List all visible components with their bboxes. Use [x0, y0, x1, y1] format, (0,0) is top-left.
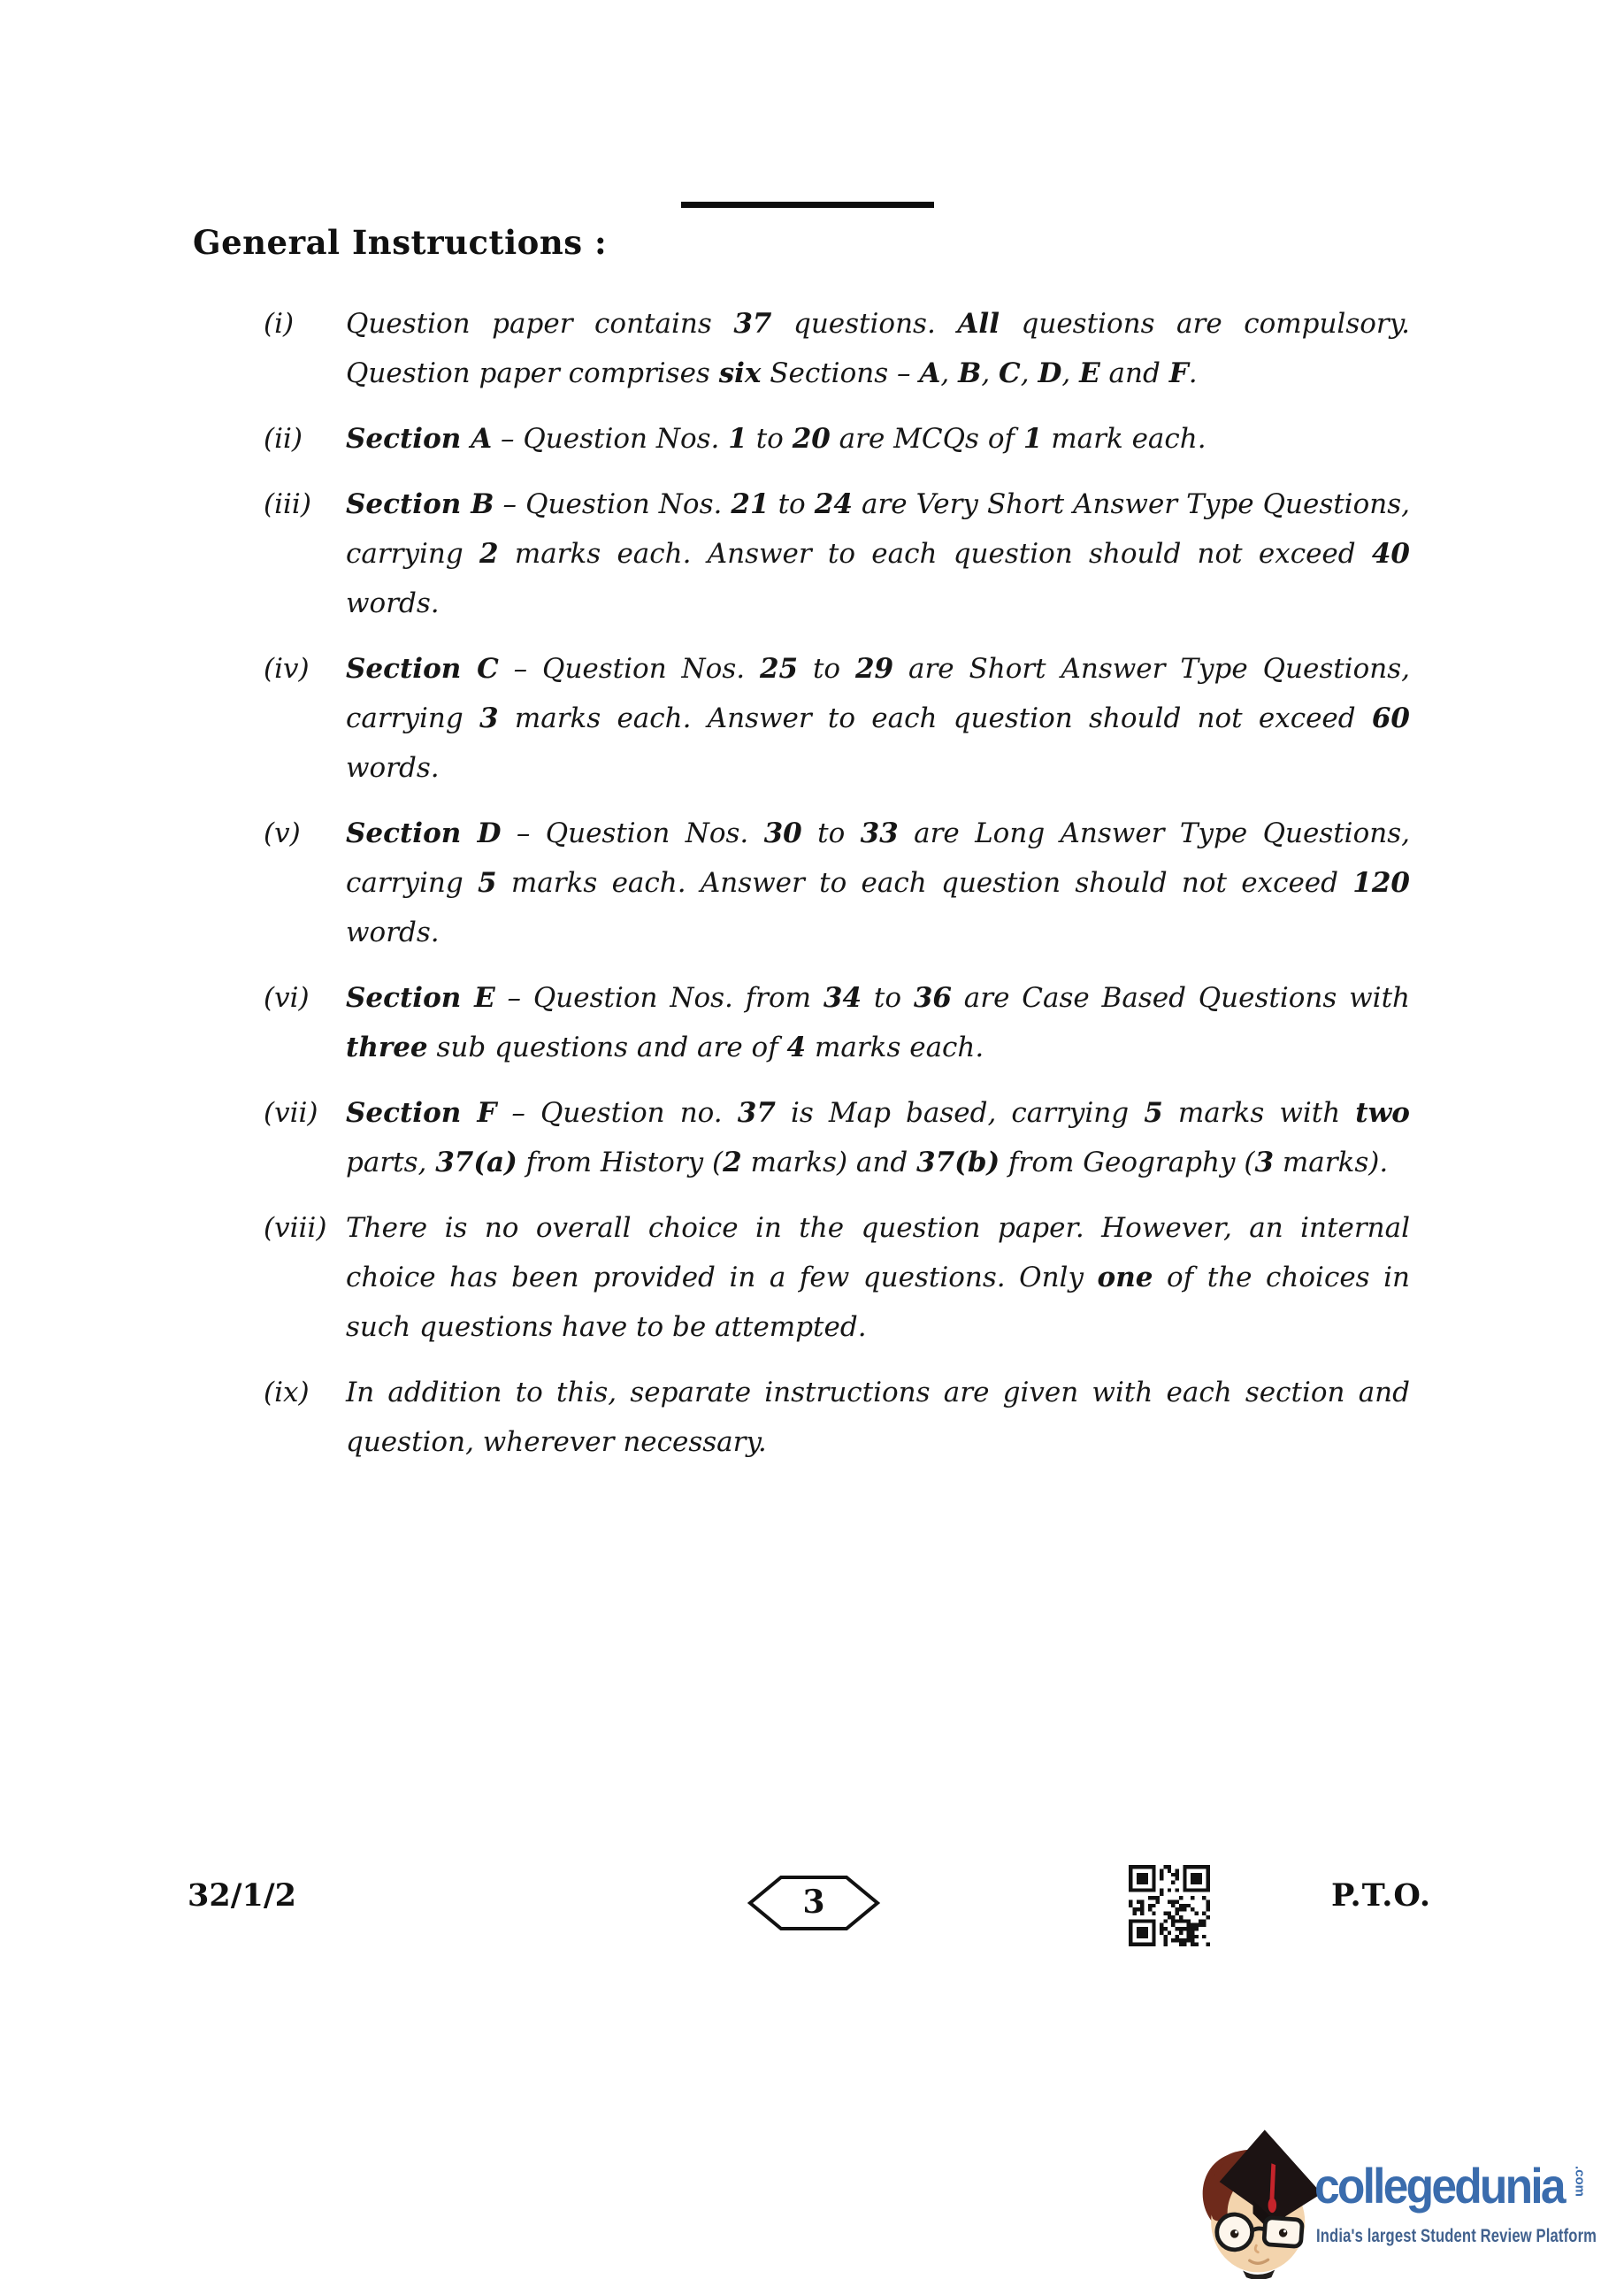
collegedunia-logo — [1184, 2113, 1624, 2279]
paper-code: 32/1/2 — [188, 1877, 296, 1914]
instruction-item — [264, 414, 1410, 464]
instruction-number: (vi) — [264, 982, 310, 1014]
instruction-text: Section D – Question Nos. 30 to 33 are Long Answer Type Questions, carrying 5 marks each. Answer to each question should not exceed 120 words. — [346, 817, 1410, 948]
instruction-number: (viii) — [264, 1212, 327, 1244]
instruction-text: There is no overall choice in the question paper. However, an internal choice has been provided in a few questions. Only one of the choices in such questions have to be attempted. — [346, 1212, 1410, 1343]
header-rule — [681, 202, 934, 208]
logo-wordmark: collegedunia — [1314, 2158, 1564, 2214]
qr-code-icon — [1129, 1865, 1210, 1946]
instruction-number: (iii) — [264, 488, 311, 520]
instruction-item — [264, 1368, 1410, 1467]
instruction-item — [264, 1203, 1410, 1352]
logo-domain-suffix: .com — [1572, 2166, 1588, 2198]
instruction-number: (i) — [264, 308, 295, 340]
pto-label: P.T.O. — [1331, 1877, 1432, 1914]
instruction-text: Section E – Question Nos. from 34 to 36 are Case Based Questions with three sub questions and are of 4 marks each. — [346, 982, 1410, 1063]
page-number-badge — [747, 1875, 880, 1931]
instruction-text: Section C – Question Nos. 25 to 29 are Short Answer Type Questions, carrying 3 marks each. Answer to each question should not exceed 60 words. — [346, 653, 1410, 784]
instruction-item — [264, 973, 1410, 1072]
instruction-text: Section A – Question Nos. 1 to 20 are MCQs of 1 mark each. — [346, 423, 1207, 455]
instruction-number: (vii) — [264, 1097, 318, 1129]
instruction-number: (v) — [264, 817, 301, 849]
logo-tagline: India's largest Student Review Platform — [1316, 2226, 1597, 2246]
instruction-text: Question paper contains 37 questions. All questions are compulsory. Question paper comprises six Sections – A, B, C, D, E and F. — [346, 308, 1410, 389]
instruction-item — [264, 809, 1410, 957]
page-number: 3 — [802, 1884, 825, 1921]
instruction-number: (ix) — [264, 1377, 310, 1408]
instruction-item — [264, 1088, 1410, 1187]
instruction-number: (iv) — [264, 653, 310, 685]
instruction-text: In addition to this, separate instructions are given with each section and question, wherever necessary. — [346, 1377, 1410, 1458]
instruction-text: Section B – Question Nos. 21 to 24 are Very Short Answer Type Questions, carrying 2 marks each. Answer to each question should not exceed 40 words. — [346, 488, 1410, 619]
instruction-number: (ii) — [264, 423, 303, 455]
instruction-item — [264, 644, 1410, 793]
instruction-item — [264, 480, 1410, 628]
collegedunia-mascot-icon — [1194, 2120, 1329, 2279]
instruction-item — [264, 299, 1410, 398]
instructions-list — [264, 299, 1410, 1483]
page-title: General Instructions : — [193, 223, 608, 262]
instruction-text: Section F – Question no. 37 is Map based, carrying 5 marks with two parts, 37(a) from History (2 marks) and 37(b) from Geography (3 marks). — [346, 1097, 1410, 1178]
